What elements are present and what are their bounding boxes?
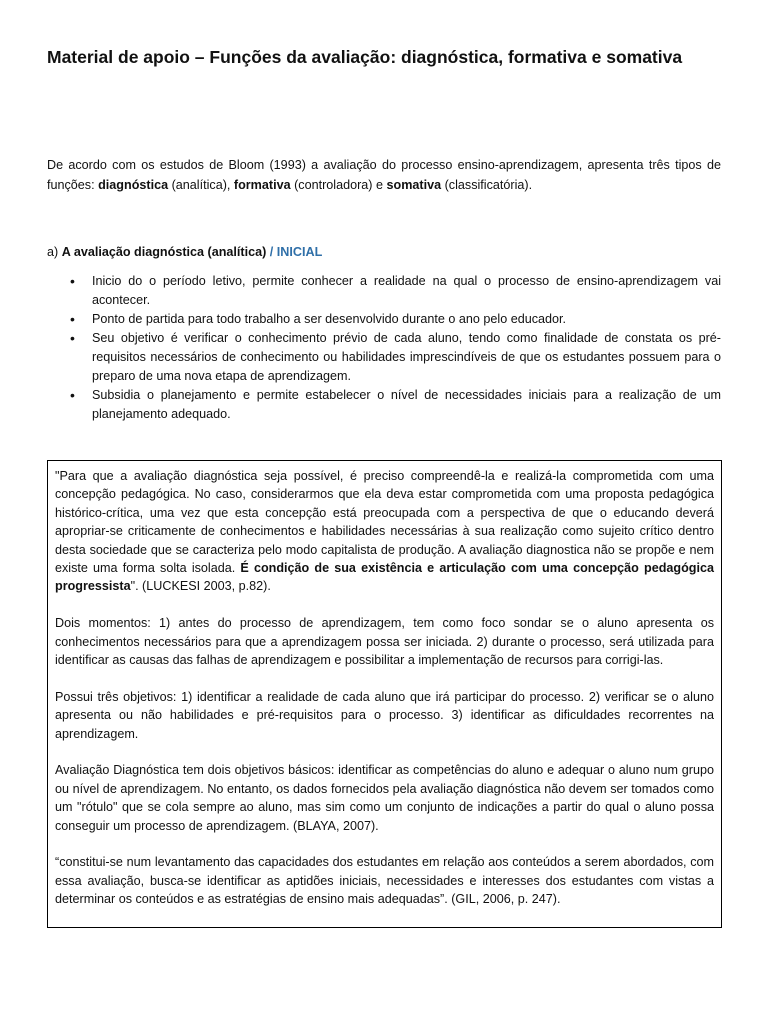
intro-text-2: (analítica), <box>168 177 234 192</box>
section-a-inicial-tag: / INICIAL <box>266 245 323 259</box>
list-item-text: Ponto de partida para todo trabalho a ser desenvolvido durante o ano pelo educador. <box>92 312 567 326</box>
section-a-label: a) <box>47 245 62 259</box>
intro-text-3: (controladora) e <box>290 177 387 192</box>
quote-bold-text: É condição de sua existência e articulação com uma concepção pedagógica progressista <box>55 561 715 594</box>
quote-paragraph-gil: “constitui-se num levantamento das capacidades dos estudantes em relação aos conteúdos a serem abordados, com essa avaliação, busca-se identificar as aptidões iniciais, necessidades e interesses dos estudantes com vistas a determinar os conteúdos e as estratégias de ensino mais adequadas”. (GIL, 2006, p. 247). <box>55 855 714 907</box>
list-item-text: Subsidia o planejamento e permite estabelecer o nível de necessidades iniciais para a realização de um planejamento adequado. <box>92 388 721 421</box>
intro-diagnostica: diagnóstica <box>98 177 169 192</box>
page-title: Material de apoio – Funções da avaliação: diagnóstica, formativa e somativa <box>47 47 683 67</box>
quote-box <box>47 460 722 928</box>
quote-text: "Para que a avaliação diagnóstica seja possível, é preciso compreendê-la e realizá-la comprometida com uma concepção pedagógica. No caso, considerarmos que ela deva estar comprometida com uma proposta pedagógica histórico-crítica, uma vez que esta concepção está preocupada com a perspectiva de que o educando deverá apropriar-se criticamente de conhecimentos e habilidades necessárias à sua realização como sujeito crítico dentro desta sociedade que se caracteriza pelo modo capitalista de produção. A avaliação diagnostica não se propõe e nem existe uma forma solta isolada. <box>55 469 714 576</box>
intro-formativa: formativa <box>233 177 291 192</box>
list-item-text: Inicio do o período letivo, permite conhecer a realidade na qual o processo de ensino-aprendizagem vai acontecer. <box>92 274 721 307</box>
quote-paragraph-objetivos: Possui três objetivos: 1) identificar a realidade de cada aluno que irá participar do processo. 2) verificar se o aluno apresenta ou não habilidades e pré-requisitos para o processo. 3) identificar as dificuldades recorrentes na aprendizagem. <box>55 689 714 741</box>
bullet-icon: • <box>70 273 75 289</box>
quote-paragraph-luckesi <box>55 467 714 596</box>
bullet-icon: • <box>70 330 75 346</box>
intro-text-4: (classificatória). <box>441 177 533 192</box>
bullet-icon: • <box>70 387 75 403</box>
intro-text-1: De acordo com os estudos de Bloom (1993) a avaliação do processo ensino-aprendizagem, apresenta três tipos de funções: <box>47 158 721 192</box>
quote-citation: ". (LUCKESI 2003, p.82). <box>130 579 271 594</box>
list-item-text: Seu objetivo é verificar o conhecimento prévio de cada aluno, tendo como finalidade de constata os pré-requisitos necessários de conhecimento ou habilidades imprescindíveis de que os estudantes possuem para o preparo de uma nova etapa de aprendizagem. <box>92 331 721 383</box>
list-item <box>47 329 721 386</box>
quote-paragraph-dois-momentos: Dois momentos: 1) antes do processo de aprendizagem, tem como foco sondar se o aluno apresenta os conhecimentos necessários para que a aprendizagem possa ser iniciada. 2) durante o processo, será utilizada para identificar as causas das falhas de aprendizagem e possibilitar a implementação de recursos para corrigi-las. <box>55 616 714 668</box>
section-a-bullet-list <box>47 272 721 424</box>
list-item <box>47 310 721 329</box>
list-item <box>47 272 721 310</box>
list-item <box>47 386 721 424</box>
intro-paragraph <box>47 156 721 195</box>
quote-paragraph-blaya: Avaliação Diagnóstica tem dois objetivos básicos: identificar as competências do aluno e adequar o aluno num grupo ou nível de aprendizagem. No entanto, os dados fornecidos pela avaliação diagnóstica não devem ser tomados como um "rótulo" que se cola sempre ao aluno, mas sim como um conjunto de indicações a partir do qual o aluno possa conseguir um processo de aprendizagem. (BLAYA, 2007). <box>55 763 714 833</box>
intro-somativa: somativa <box>386 177 442 192</box>
section-a-heading <box>47 243 721 262</box>
section-a-title: A avaliação diagnóstica (analítica) <box>61 245 267 259</box>
bullet-icon: • <box>70 311 75 327</box>
